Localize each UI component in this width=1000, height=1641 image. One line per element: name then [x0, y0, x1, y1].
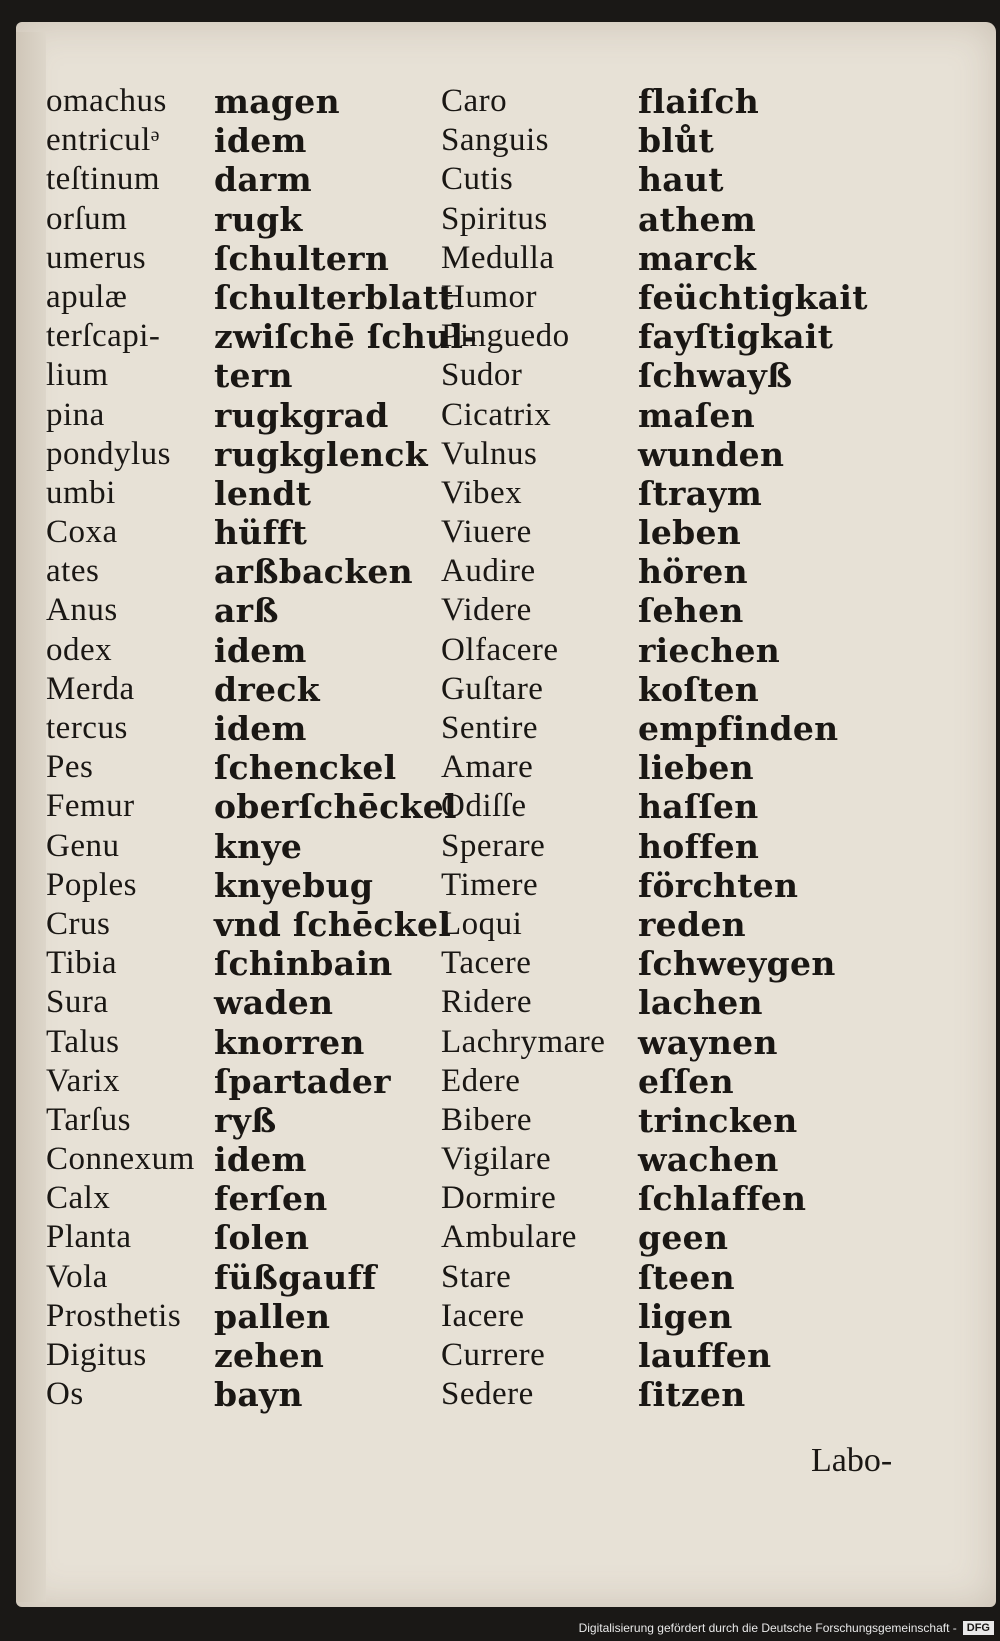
german-term: ſtraym [638, 473, 763, 513]
german-term: vnd ſchēckel [214, 904, 452, 944]
latin-term: Connexum [46, 1141, 195, 1178]
catchword: Labo- [811, 1442, 893, 1479]
latin-term: Poples [46, 866, 138, 903]
latin-term: Caro [441, 83, 508, 119]
german-term: lendt [214, 473, 312, 513]
german-term: fayſtigkait [638, 317, 834, 357]
latin-term: Tarſus [46, 1101, 132, 1138]
latin-term: Audire [441, 553, 536, 590]
german-term: magen [214, 82, 340, 121]
german-term: waynen [638, 1022, 778, 1062]
german-term: ſehen [638, 591, 744, 631]
latin-term: Femur [46, 788, 135, 825]
german-term: ryß [214, 1100, 277, 1140]
latin-term: Sura [46, 984, 109, 1021]
latin-term: Cutis [441, 161, 514, 198]
german-term: arßbacken [214, 552, 413, 592]
german-term: ſpartader [214, 1061, 391, 1101]
german-term: waden [214, 983, 334, 1023]
german-term: füßgauff [214, 1257, 377, 1297]
german-term: idem [214, 709, 307, 748]
german-term: knyebug [214, 865, 374, 905]
latin-term: Anus [46, 592, 118, 629]
german-term: idem [214, 121, 307, 161]
german-term: haſſen [638, 787, 759, 827]
german-term: marck [638, 238, 757, 278]
latin-term: orſum [46, 200, 128, 237]
latin-term: Tibia [46, 945, 117, 982]
latin-term: Spiritus [441, 200, 548, 237]
german-term: förchten [638, 865, 799, 905]
latin-term: Talus [46, 1023, 120, 1060]
latin-term: Edere [441, 1062, 521, 1099]
latin-term: Dormire [441, 1180, 557, 1217]
latin-term: omachus [46, 83, 167, 119]
latin-term: Calx [46, 1180, 111, 1217]
latin-term: Videre [441, 592, 532, 629]
latin-term: Vibex [441, 474, 523, 511]
latin-term: Sanguis [441, 122, 550, 159]
german-term: tern [214, 356, 293, 396]
german-term: eſſen [638, 1061, 734, 1101]
german-term: athem [638, 199, 757, 239]
footer-text: Digitalisierung gefördert durch die Deutsche Forschungsgemeinschaft - [578, 1621, 957, 1635]
latin-term: umerus [46, 239, 147, 276]
latin-term: Pes [46, 749, 94, 786]
latin-term: Loqui [441, 905, 523, 942]
latin-term: Pinguedo [441, 318, 570, 355]
latin-term: Iacere [441, 1297, 525, 1334]
latin-term: ates [46, 553, 100, 590]
latin-term: Timere [441, 866, 539, 903]
german-term: leben [638, 513, 742, 553]
german-term: ſchlaffen [638, 1179, 807, 1219]
german-term: knye [214, 826, 303, 866]
latin-term: Digitus [46, 1337, 147, 1373]
german-term: idem [214, 1140, 307, 1180]
digitization-footer [579, 1621, 994, 1635]
german-term: wachen [638, 1140, 779, 1180]
german-term: ligen [638, 1296, 733, 1336]
german-term: lachen [638, 983, 763, 1023]
german-term: hüfft [214, 513, 308, 553]
german-term: ſolen [214, 1218, 310, 1258]
german-term: ſitzen [638, 1375, 746, 1415]
german-term: rugk [214, 199, 303, 239]
german-term: blůt [638, 121, 715, 161]
latin-term: Sudor [441, 357, 523, 394]
latin-term: Viuere [441, 514, 532, 551]
german-term: geen [638, 1218, 729, 1258]
latin-term: Ambulare [441, 1219, 577, 1256]
german-term: ſchultern [214, 238, 390, 278]
german-term: maſen [638, 395, 755, 435]
latin-term: odex [46, 631, 113, 668]
latin-term: Sperare [441, 827, 546, 864]
latin-column-1 [46, 82, 195, 1414]
german-term: arß [214, 591, 279, 631]
latin-term: Tacere [441, 945, 532, 982]
latin-term: Lachrymare [441, 1023, 606, 1060]
german-term: wunden [638, 434, 785, 474]
german-column-1 [214, 82, 477, 1414]
latin-term: terſcapi- [46, 318, 161, 355]
german-term: feüchtigkait [638, 277, 868, 317]
latin-term: Bibere [441, 1101, 532, 1138]
german-term: ſteen [638, 1257, 735, 1297]
german-term: reden [638, 904, 746, 944]
latin-term: Amare [441, 749, 534, 786]
german-term: ſchweygen [638, 944, 836, 984]
german-term: idem [214, 630, 307, 670]
latin-term: Prosthetis [46, 1297, 182, 1334]
latin-term: Coxa [46, 514, 118, 551]
latin-term: Medulla [441, 239, 555, 276]
german-term: zehen [214, 1336, 325, 1375]
latin-term: Genu [46, 827, 120, 864]
vocabulary-table [16, 22, 996, 1607]
latin-term: Vola [46, 1258, 108, 1295]
german-term: hoffen [638, 826, 760, 866]
latin-term: Sentire [441, 710, 538, 746]
book-page [16, 22, 996, 1607]
german-term: hören [638, 552, 748, 592]
german-term: ſchinbain [214, 944, 393, 984]
german-column-2 [638, 82, 868, 1414]
latin-term: Sedere [441, 1376, 534, 1413]
german-term: oberſchēckel [214, 787, 457, 827]
latin-term: pondylus [46, 435, 172, 472]
german-term: bayn [214, 1375, 303, 1415]
german-term: rugkgrad [214, 395, 389, 435]
latin-term: lium [46, 357, 109, 394]
german-term: lauffen [638, 1336, 772, 1375]
german-term: haut [638, 160, 724, 200]
german-term: lieben [638, 748, 754, 788]
german-term: pallen [214, 1296, 331, 1336]
german-term: flaiſch [638, 82, 760, 121]
latin-term: teſtinum [46, 161, 160, 198]
latin-term: tercus [46, 710, 128, 746]
latin-term: Vulnus [441, 435, 538, 472]
latin-column-2 [441, 82, 605, 1414]
latin-term: Olfacere [441, 631, 559, 668]
german-term: dreck [214, 669, 320, 709]
latin-term: Guſtare [441, 670, 544, 707]
german-term: ferſen [214, 1179, 328, 1219]
latin-term: Stare [441, 1258, 512, 1295]
german-term: empfinden [638, 709, 839, 748]
german-term: ſchulterblatt [214, 277, 454, 317]
latin-term: apulæ [46, 278, 128, 315]
german-term: riechen [638, 630, 781, 670]
latin-term: Vigilare [441, 1141, 552, 1178]
latin-term: Humor [441, 278, 537, 315]
latin-term: Currere [441, 1337, 546, 1373]
german-term: knorren [214, 1022, 365, 1062]
german-term: koſten [638, 669, 760, 709]
german-term: ſchwayß [638, 356, 793, 396]
latin-term: entriculᵊ [46, 122, 160, 159]
german-term: trincken [638, 1100, 798, 1140]
latin-term: Ridere [441, 984, 532, 1021]
latin-term: Varix [46, 1062, 120, 1099]
german-term: ſchenckel [214, 748, 397, 788]
latin-term: Planta [46, 1219, 132, 1256]
latin-term: Cicatrix [441, 396, 552, 433]
latin-term: Odiſſe [441, 788, 527, 825]
german-term: darm [214, 160, 312, 200]
latin-term: Crus [46, 905, 111, 942]
dfg-logo: DFG [963, 1621, 994, 1635]
latin-term: Merda [46, 670, 135, 707]
german-term: zwiſchē ſchul- [214, 317, 478, 357]
latin-term: Os [46, 1376, 84, 1413]
latin-term: umbi [46, 474, 116, 511]
german-term: rugkglenck [214, 434, 428, 474]
latin-term: pina [46, 396, 105, 433]
